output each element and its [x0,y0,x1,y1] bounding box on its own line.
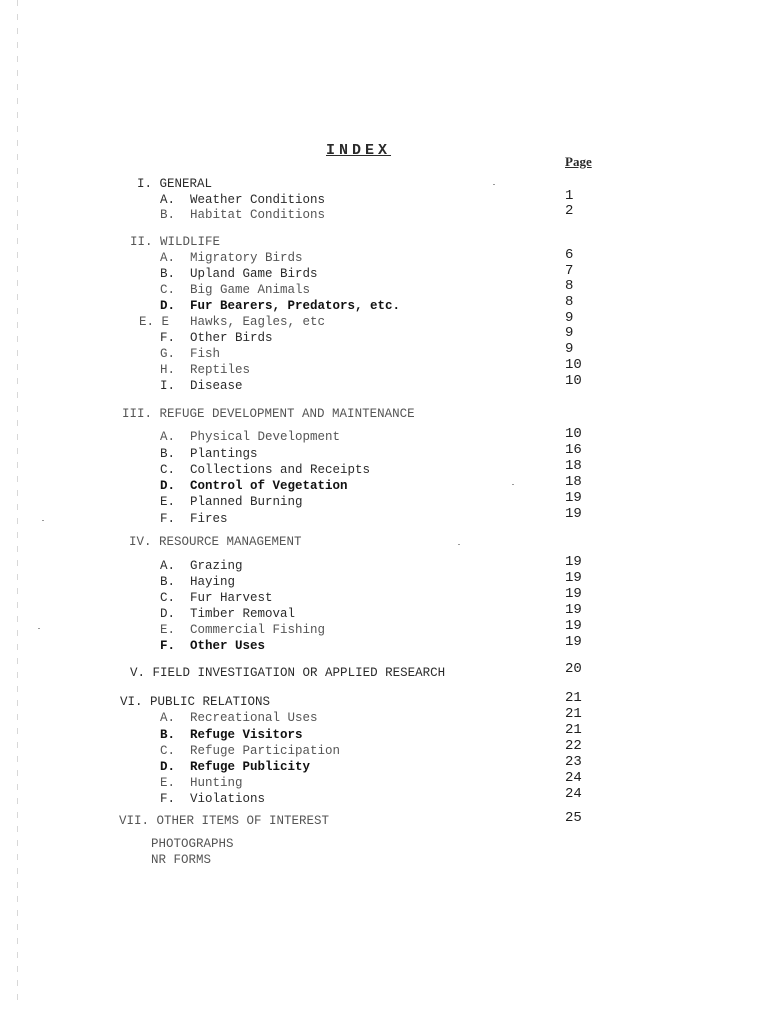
list-item: C. Refuge Participation [160,744,341,758]
list-item: F. Violations [160,792,266,806]
page-number: 19 [565,506,582,522]
page-number: 9 [565,325,574,341]
page-number: 19 [565,634,582,650]
appendix-photographs: PHOTOGRAPHS [151,837,234,851]
list-item: C. Big Game Animals [160,283,311,297]
list-item: B. Plantings [160,447,258,461]
page-number: 24 [565,770,582,786]
page-number: 9 [565,341,574,357]
list-item: A. Physical Development [160,430,341,444]
scan-speck [42,520,44,521]
page-number: 10 [565,426,582,442]
section-heading-general [137,176,212,192]
page-edge-shadow [17,0,18,1000]
page-number: 9 [565,310,574,326]
scan-speck [512,484,514,485]
section-heading-refuge-development: III. REFUGE DEVELOPMENT AND MAINTENANCE [122,407,415,421]
page-number: 21 [565,706,582,722]
list-item: D. Refuge Publicity [160,760,311,774]
list-item: E. Planned Burning [160,495,303,509]
page-number: 19 [565,586,582,602]
section-heading-other-items: VII. OTHER ITEMS OF INTEREST [119,814,330,828]
page-number: 6 [565,247,574,263]
list-item: B. Habitat Conditions [160,208,326,222]
page-number: 19 [565,554,582,570]
page-number: 18 [565,458,582,474]
page-number: 7 [565,263,574,279]
page-number: 10 [565,373,582,389]
section-heading-resource-management: IV. RESOURCE MANAGEMENT [129,535,302,549]
page-number: 10 [565,357,582,373]
appendix-nr-forms: NR FORMS [151,853,212,867]
section-heading-public-relations: VI. PUBLIC RELATIONS [120,695,271,709]
page-number: 16 [565,442,582,458]
section-heading-wildlife: II. WILDLIFE [130,235,221,249]
section-heading-field-investigation: V. FIELD INVESTIGATION OR APPLIED RESEARCH [130,666,446,680]
list-item: E. E Hawks, Eagles, etc [139,315,326,329]
page-number: 20 [565,661,582,677]
page-number: 19 [565,618,582,634]
list-item: C. Collections and Receipts [160,463,371,477]
list-item: F. Other Uses [160,639,266,653]
list-item: A. Migratory Birds [160,251,303,265]
page-number: 2 [565,203,574,219]
index-title: INDEX [326,142,392,159]
list-item: G. Fish [160,347,221,361]
list-item: B. Haying [160,575,236,589]
page-number: 1 [565,188,574,204]
list-item: I. Disease [160,379,243,393]
scan-speck [38,628,40,629]
page-number: 25 [565,810,582,826]
page-number: 24 [565,786,582,802]
page-number: 21 [565,722,582,738]
page-number: 19 [565,602,582,618]
list-item: A. Recreational Uses [160,711,318,725]
list-item: A. Weather Conditions [160,193,326,207]
page-number: 21 [565,690,582,706]
scan-speck [458,544,460,545]
page-number: 8 [565,294,574,310]
list-item: B. Refuge Visitors [160,728,303,742]
list-item: H. Reptiles [160,363,251,377]
list-item: C. Fur Harvest [160,591,273,605]
list-item: E. Commercial Fishing [160,623,326,637]
page-number: 23 [565,754,582,770]
list-item: F. Fires [160,512,228,526]
section-title: GENERAL [159,177,213,191]
scan-speck [493,184,495,185]
list-item: D. Fur Bearers, Predators, etc. [160,299,401,313]
page-number: 18 [565,474,582,490]
section-numeral: I. [137,177,153,191]
list-item: E. Hunting [160,776,243,790]
page-number: 22 [565,738,582,754]
list-item: D. Timber Removal [160,607,296,621]
page-number: 19 [565,490,582,506]
list-item: D. Control of Vegetation [160,479,348,493]
page-number: 8 [565,278,574,294]
list-item: B. Upland Game Birds [160,267,318,281]
list-item: A. Grazing [160,559,243,573]
page-column-heading: Page [565,154,592,169]
list-item: F. Other Birds [160,331,273,345]
page-number: 19 [565,570,582,586]
